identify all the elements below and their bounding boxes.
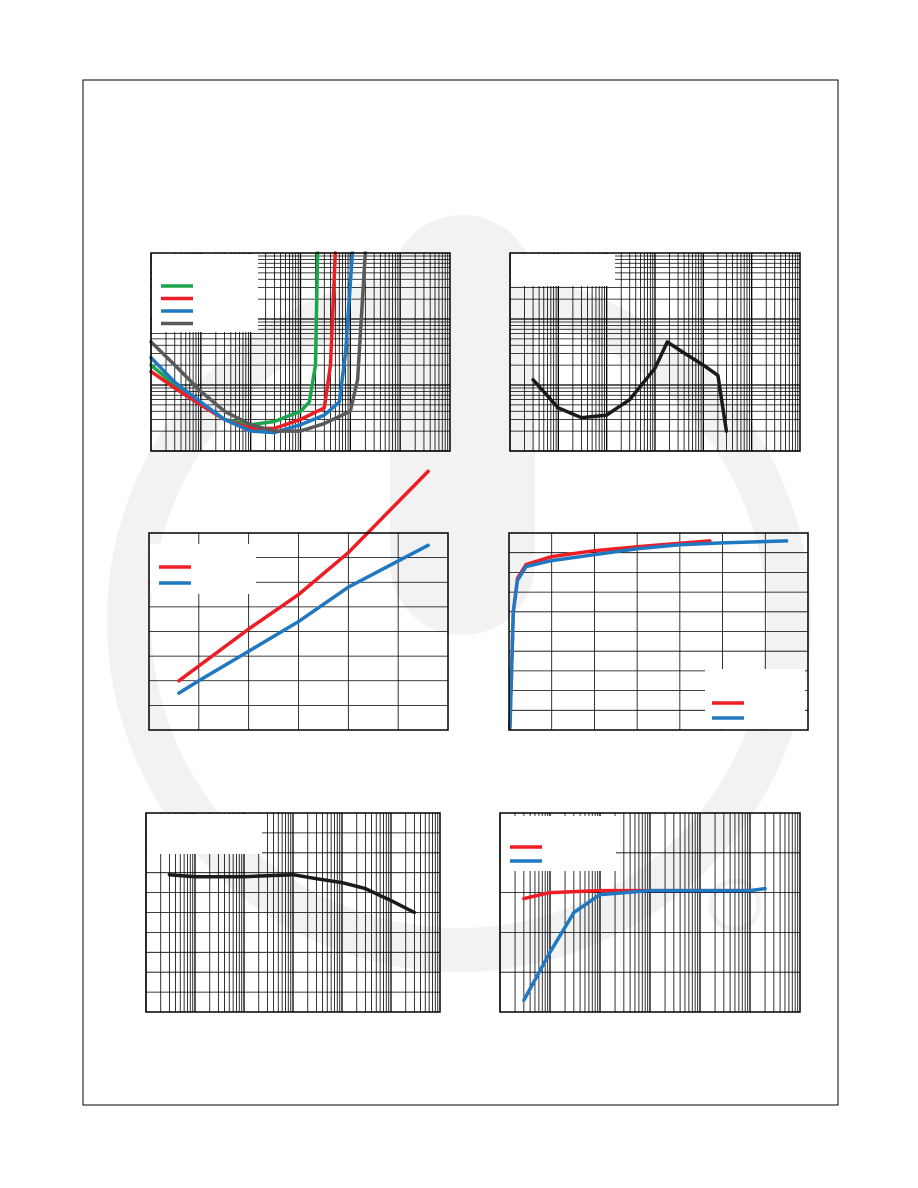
legend-box xyxy=(511,254,615,286)
legend-box xyxy=(705,669,805,729)
legend-box xyxy=(147,814,262,854)
legend-box xyxy=(152,254,258,332)
legend-box xyxy=(150,544,256,594)
